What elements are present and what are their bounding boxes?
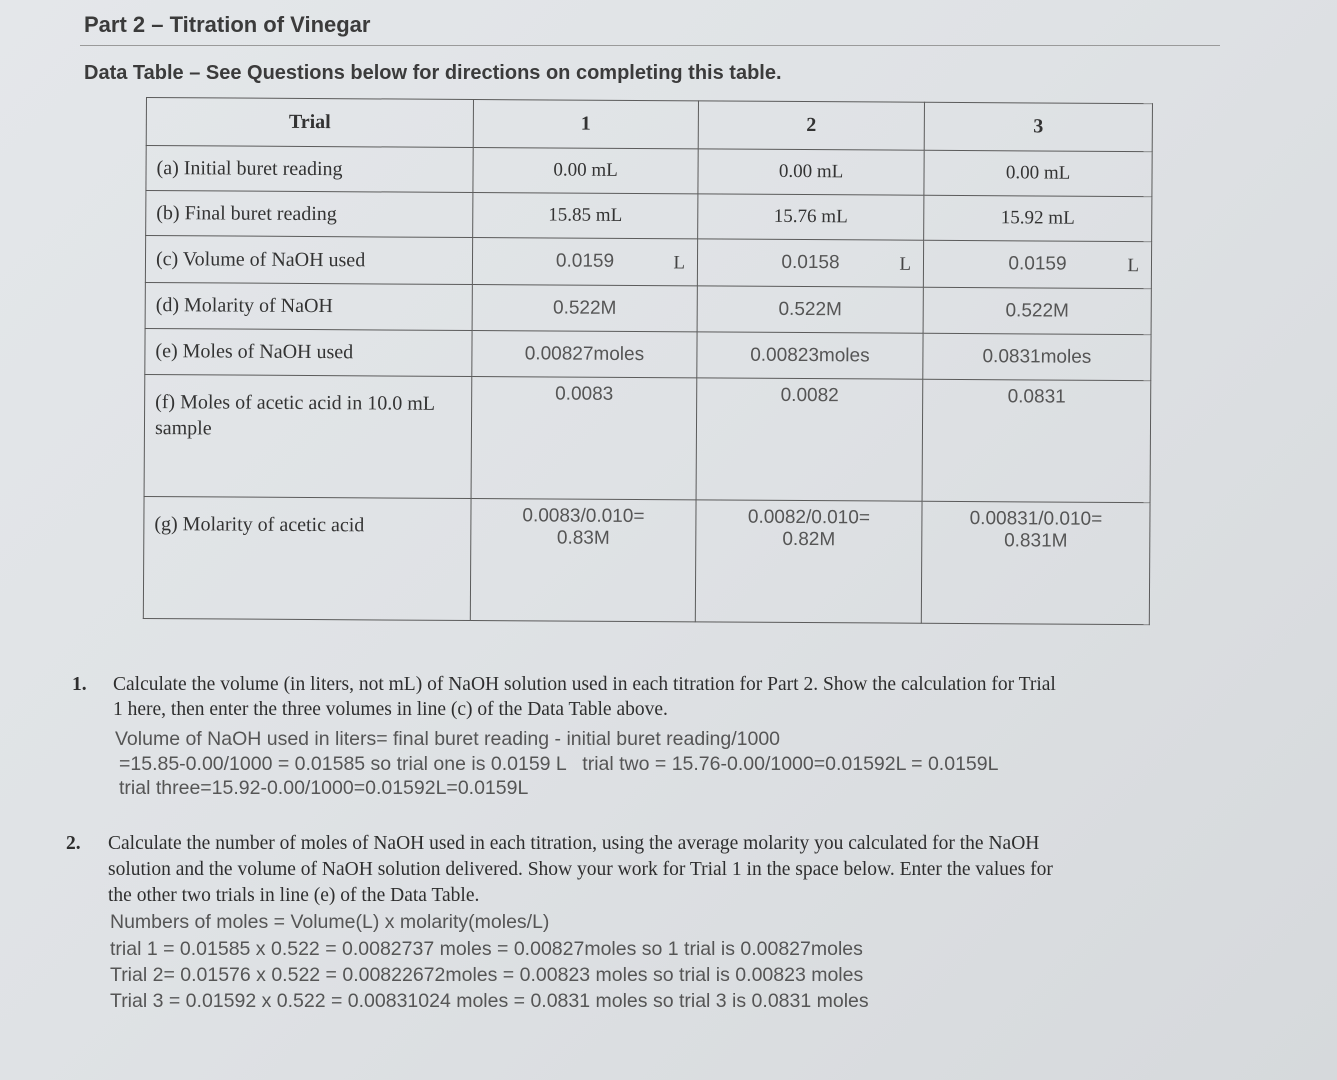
question-text-line: solution and the volume of NaOH solution delivered. Show your work for Trial 1 in the space below. Enter the values for xyxy=(108,859,1053,880)
answer-line: trial three=15.92-0.00/1000=0.01592L=0.0159L xyxy=(119,777,529,799)
table-cell: 0.00823moles xyxy=(697,332,923,379)
question-number: 1. xyxy=(72,674,87,695)
header-trial-3: 3 xyxy=(924,102,1152,151)
table-cell: 0.00 mL xyxy=(698,149,924,195)
table-cell: 0.0082 xyxy=(696,378,923,501)
table-cell: 15.85 mL xyxy=(473,192,698,238)
table-cell: 0.522M xyxy=(923,287,1151,334)
table-cell xyxy=(921,501,1150,624)
table-cell: 0.0831 xyxy=(922,379,1151,502)
title-divider xyxy=(80,45,1220,46)
unit-label: L xyxy=(1127,255,1140,277)
question-text-line: Calculate the number of moles of NaOH used in each titration, using the average molarity you calculated for the NaOH xyxy=(108,833,1040,854)
table-row xyxy=(144,374,1151,502)
cell-line: 0.0083/0.010= xyxy=(522,505,645,528)
table-cell: 15.76 mL xyxy=(698,194,924,240)
table-row xyxy=(145,328,1151,380)
unit-label: L xyxy=(673,252,686,274)
cell-line: 0.83M xyxy=(556,527,610,549)
section-title: Part 2 – Titration of Vinegar xyxy=(84,12,371,37)
table-row xyxy=(145,236,1151,289)
cell-line: 0.82M xyxy=(782,528,836,551)
table-cell: 0.0831moles xyxy=(923,333,1151,380)
table-cell: 0.00 mL xyxy=(473,147,698,193)
header-trial: Trial xyxy=(146,98,473,148)
row-label: (d) Molarity of NaOH xyxy=(145,282,472,330)
table-cell: 0.0083 xyxy=(471,376,697,499)
question-number: 2. xyxy=(66,833,81,854)
table-cell: 15.92 mL xyxy=(924,195,1152,241)
row-label: (b) Final buret reading xyxy=(146,191,473,238)
table-cell: 0.522M xyxy=(697,286,923,333)
row-label: (a) Initial buret reading xyxy=(146,146,473,193)
table-cell xyxy=(697,239,923,287)
table-row xyxy=(145,282,1151,334)
row-label: (c) Volume of NaOH used xyxy=(145,236,472,285)
question-text-line: Calculate the volume (in liters, not mL) of NaOH solution used in each titration for Part 2. Show the calculation for Trial xyxy=(113,674,1056,695)
table-cell: 0.522M xyxy=(472,284,697,331)
question-text-line: the other two trials in line (e) of the Data Table. xyxy=(108,885,480,906)
cell-value: 0.0158 xyxy=(781,251,840,274)
answer-line: Trial 2= 0.01576 x 0.522 = 0.00822672moles = 0.00823 moles so trial is 0.00823 moles xyxy=(110,964,864,986)
cell-line: 0.831M xyxy=(1004,530,1068,552)
row-label: (e) Moles of NaOH used xyxy=(145,328,472,376)
table-caption: Data Table – See Questions below for directions on completing this table. xyxy=(84,62,782,84)
table-cell xyxy=(923,240,1151,288)
table-cell xyxy=(472,237,697,285)
table-row xyxy=(143,496,1150,624)
cell-line: 0.00831/0.010= xyxy=(969,508,1103,530)
unit-label: L xyxy=(899,253,912,275)
table-row xyxy=(146,191,1152,242)
table-cell xyxy=(470,498,696,621)
table-row xyxy=(146,146,1152,197)
data-table xyxy=(143,97,1153,625)
cell-value: 0.0159 xyxy=(1008,253,1067,275)
row-label: (f) Moles of acetic acid in 10.0 mL sample xyxy=(144,374,472,498)
table-cell xyxy=(695,500,922,623)
answer-line: Volume of NaOH used in liters= final buret reading - initial buret reading/1000 xyxy=(115,728,781,750)
cell-line: 0.0082/0.010= xyxy=(747,506,871,529)
header-trial-1: 1 xyxy=(473,100,698,149)
question-text-line: 1 here, then enter the three volumes in line (c) of the Data Table above. xyxy=(113,699,668,720)
answer-line: Numbers of moles = Volume(L) x molarity(moles/L) xyxy=(110,911,550,933)
cell-value: 0.0159 xyxy=(555,250,615,272)
table-cell: 0.00 mL xyxy=(924,150,1152,196)
table-header-row xyxy=(146,98,1152,152)
row-label: (g) Molarity of acetic acid xyxy=(143,496,471,620)
answer-line: =15.85-0.00/1000 = 0.01585 so trial one is 0.0159 L trial two = 15.76-0.00/1000=0.01592L = 0.0159L xyxy=(119,753,999,775)
table-cell: 0.00827moles xyxy=(472,330,697,377)
header-trial-2: 2 xyxy=(698,101,924,150)
answer-line: trial 1 = 0.01585 x 0.522 = 0.0082737 moles = 0.00827moles so 1 trial is 0.00827moles xyxy=(110,938,863,960)
answer-line: Trial 3 = 0.01592 x 0.522 = 0.00831024 moles = 0.0831 moles so trial 3 is 0.0831 moles xyxy=(110,990,869,1012)
